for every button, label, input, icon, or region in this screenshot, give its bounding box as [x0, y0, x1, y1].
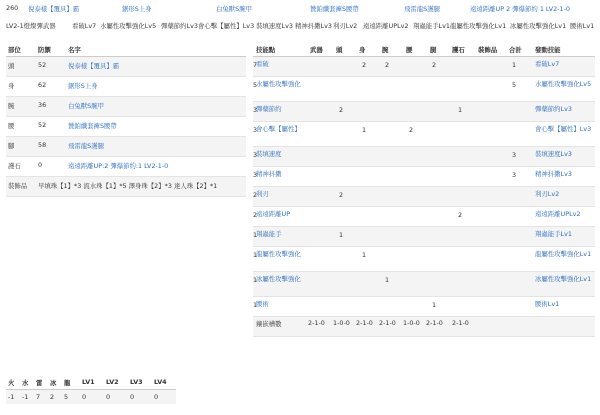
skill-point-value: 1 [432, 301, 437, 309]
skill-table-header [253, 44, 595, 57]
res-value: 2 [50, 393, 55, 401]
skill-row [253, 272, 595, 297]
skill-point-value: 1 [253, 231, 258, 239]
skill-name-link[interactable]: 彈藥節約 [256, 105, 282, 113]
armor-row [6, 117, 246, 137]
armor-part: 頭 [8, 62, 15, 70]
skill-name-link[interactable]: 會心擊【屬性】 [256, 125, 301, 133]
armor-row [6, 157, 246, 177]
top-item[interactable]: 鋸形S上身 [122, 5, 152, 13]
skill-point-value: 2 [253, 211, 258, 219]
res-value: 0 [154, 393, 159, 401]
skill-point-value: 1 [253, 276, 258, 284]
top-summary-row [6, 4, 596, 14]
header-charm: 護石 [452, 46, 465, 54]
res-value: 0 [130, 393, 135, 401]
res-header: 雷 [36, 379, 43, 387]
header-legs: 腿 [430, 46, 437, 54]
armor-part: 護石 [8, 162, 21, 170]
skill-point-value: 1 [458, 106, 463, 114]
top-count: 260 [6, 4, 19, 12]
skill-point-value: 2-1-0 [426, 319, 443, 327]
armor-part: 腕 [8, 102, 15, 110]
armor-name-link[interactable]: 鋸形S上身 [68, 82, 98, 90]
skill-point-value: 3 [253, 106, 258, 114]
res-header: 冰 [50, 379, 57, 387]
skill-row [253, 247, 595, 272]
active-skill-link[interactable]: 利刃Lv2 [535, 190, 560, 198]
armor-row [6, 137, 246, 157]
skill-point-value: 3 [512, 171, 517, 179]
skill-row [253, 187, 595, 207]
skill-point-value: 2-1-0 [379, 319, 396, 327]
skill-point-value: 2 [362, 61, 367, 69]
header-skill: 技能點 [256, 46, 276, 54]
header-defense: 防禦 [38, 46, 51, 54]
sub-item: 遠遠距離UPLv2 [363, 22, 409, 30]
skill-row [253, 102, 595, 122]
armor-row [6, 57, 246, 77]
skill-point-value: 1 [339, 231, 344, 239]
top-item[interactable]: 遠遠距離UP 2 彈爆節約 1 LV2-1-0 [470, 5, 570, 13]
skill-row [253, 77, 595, 102]
res-header: 龍 [64, 379, 71, 387]
res-value: 0 [106, 393, 111, 401]
res-value: -1 [8, 393, 15, 401]
armor-def: 36 [38, 101, 47, 109]
sub-item: 翔蟲能手Lv1 [413, 22, 450, 30]
skill-point-value: 7 [253, 61, 258, 69]
armor-def: 52 [38, 61, 47, 69]
skill-name-link[interactable]: 冰屬性攻擊強化 [256, 275, 301, 283]
sub-item: 水屬性攻擊強化Lv5 [100, 22, 157, 30]
skill-row [253, 57, 595, 77]
skill-name-link[interactable]: 利刃 [256, 190, 269, 198]
active-skill-link[interactable]: 遠遠距離UPLv2 [535, 210, 581, 218]
skill-point-value: 1 [362, 126, 367, 134]
res-header: LV2 [106, 378, 119, 386]
active-skill-link[interactable]: 翔蟲能手Lv1 [535, 230, 572, 238]
res-header: 水 [22, 379, 29, 387]
active-skill-link[interactable]: 龍屬性攻擊強化Lv1 [535, 250, 592, 258]
header-decor: 裝飾品 [478, 46, 498, 54]
armor-name-link[interactable]: 飛雷龍S護腿 [68, 142, 105, 150]
header-arm: 腕 [382, 46, 389, 54]
skill-name-link[interactable]: 水屬性攻擊強化 [256, 80, 301, 88]
sub-item: 龍屬性攻擊強化Lv1 [450, 22, 507, 30]
skill-row [253, 147, 595, 167]
armor-def: 52 [38, 121, 47, 129]
skill-row [253, 317, 595, 337]
sub-item: 精神抖擻Lv3 [295, 22, 332, 30]
res-header: LV4 [154, 378, 167, 386]
skill-point-value: 2 [458, 211, 463, 219]
armor-name-link[interactable]: 遠遠距離UP:2 彈爆節約:1 LV2-1-0 [68, 162, 169, 170]
res-header: LV1 [82, 378, 95, 386]
armor-name-link[interactable]: 贊鉑纖套褲S腰帶 [68, 122, 117, 130]
skill-point-value: 2 [385, 61, 390, 69]
res-value: 5 [64, 393, 69, 401]
skill-row [253, 167, 595, 187]
decorations-text: 早填珠【1】*3 流水珠【1】*5 澤身珠【2】*3 達人珠【2】*1 [38, 182, 218, 190]
skill-point-value: 2 [409, 126, 414, 134]
skill-row [253, 227, 595, 247]
sub-item: 會心擊【屬性】Lv3 [198, 22, 255, 30]
armor-row [6, 77, 246, 97]
res-value: 0 [82, 393, 87, 401]
active-skill-link[interactable]: 看破Lv7 [535, 60, 560, 68]
sub-item: 裝填速度Lv3 [256, 22, 293, 30]
skill-point-value: 2 [253, 191, 258, 199]
active-skill-link[interactable]: 精神抖擻Lv3 [535, 170, 572, 178]
skill-summary-row [6, 21, 596, 31]
header-total: 合計 [509, 46, 522, 54]
header-weapon: 武器 [310, 46, 323, 54]
res-header: LV3 [130, 378, 143, 386]
res-value: -1 [22, 393, 29, 401]
skill-point-value: 2 [432, 61, 437, 69]
skill-points-table [253, 44, 595, 337]
armor-table [6, 44, 246, 197]
resistance-table [6, 375, 176, 404]
top-item[interactable]: 飛雷龍S護腿 [404, 5, 441, 13]
resistance-values-row [6, 390, 176, 404]
armor-part: 腳 [8, 142, 15, 150]
skill-point-value: 1-0-0 [333, 319, 350, 327]
active-skill-link[interactable]: 裝填速度Lv3 [535, 150, 572, 158]
skill-point-value: 2-1-0 [308, 319, 325, 327]
skill-name-link[interactable]: 精神抖擻 [256, 170, 282, 178]
skill-point-value: 1 [253, 251, 258, 259]
header-active-skill: 發動技能 [535, 46, 561, 54]
sub-item: 利刃Lv2 [333, 22, 358, 30]
skill-row [253, 122, 595, 147]
armor-part: 身 [8, 82, 15, 90]
skill-point-value: 3 [253, 171, 258, 179]
skill-point-value: 2 [339, 106, 344, 114]
header-body: 身 [359, 46, 366, 54]
armor-def: 58 [38, 141, 47, 149]
armor-name-link[interactable]: 倪泰樣【覆具】霸 [68, 62, 120, 70]
skill-row [253, 207, 595, 227]
skill-point-value: 1 [385, 276, 390, 284]
armor-row [6, 177, 246, 197]
slots-label: 鑲嵌槽數 [256, 320, 282, 328]
skill-name-link[interactable]: 翔蟲能手 [256, 230, 282, 238]
skill-point-value: 3 [253, 126, 258, 134]
sub-item: 看破Lv7 [72, 22, 97, 30]
sub-item: 腰術Lv1 [570, 22, 595, 30]
skill-point-value: 2-1-0 [356, 319, 373, 327]
active-skill-link[interactable]: 腰術Lv1 [535, 300, 560, 308]
armor-row [6, 97, 246, 117]
top-item[interactable]: 贊鉑纖套褲S腰帶 [310, 5, 359, 13]
skill-point-value: 1 [362, 251, 367, 259]
skill-row [253, 297, 595, 317]
active-skill-link[interactable]: 彈藥節約Lv3 [535, 105, 572, 113]
armor-table-header [6, 44, 246, 57]
skill-point-value: 5 [512, 81, 517, 89]
armor-part: 腰 [8, 122, 15, 130]
active-skill-link[interactable]: 水屬性攻擊強化Lv5 [535, 80, 592, 88]
skill-name-link[interactable]: 裝填速度 [256, 150, 282, 158]
header-waist: 腰 [406, 46, 413, 54]
header-name: 名字 [68, 46, 81, 54]
top-item[interactable]: 白兔獸S腕甲 [216, 5, 253, 13]
skill-point-value: 2 [339, 191, 344, 199]
header-part: 部位 [8, 46, 21, 54]
active-skill-link[interactable]: 冰屬性攻擊強化Lv1 [535, 275, 592, 283]
sub-item: 彈藥節約Lv3 [161, 22, 198, 30]
skill-point-value: 1-0-0 [403, 319, 420, 327]
armor-part: 裝飾品 [8, 182, 28, 190]
top-item[interactable]: 倪泰樣【覆具】霸 [28, 5, 80, 13]
sub-item: LV2-1燈燦彈武器 [6, 22, 56, 30]
armor-def: 62 [38, 81, 47, 89]
skill-point-value: 1 [512, 61, 517, 69]
res-header: 火 [8, 379, 15, 387]
skill-name-link[interactable]: 龍屬性攻擊強化 [256, 250, 301, 258]
sub-item: 冰屬性攻擊強化Lv1 [510, 22, 567, 30]
header-head: 頭 [336, 46, 343, 54]
skill-point-value: 2-1-0 [452, 319, 469, 327]
skill-name-link[interactable]: 看破 [256, 60, 269, 68]
active-skill-link[interactable]: 會心擊【屬性】Lv3 [535, 125, 592, 133]
res-value: 7 [36, 393, 41, 401]
skill-name-link[interactable]: 腰術 [256, 300, 269, 308]
skill-point-value: 3 [253, 151, 258, 159]
armor-name-link[interactable]: 白兔獸S腕甲 [68, 102, 105, 110]
armor-def: 0 [38, 161, 43, 169]
skill-point-value: 3 [512, 151, 517, 159]
skill-point-value: 1 [253, 301, 258, 309]
skill-point-value: 5 [253, 81, 258, 89]
resistance-header [6, 375, 176, 390]
skill-name-link[interactable]: 遠遠距離UP [256, 210, 291, 218]
